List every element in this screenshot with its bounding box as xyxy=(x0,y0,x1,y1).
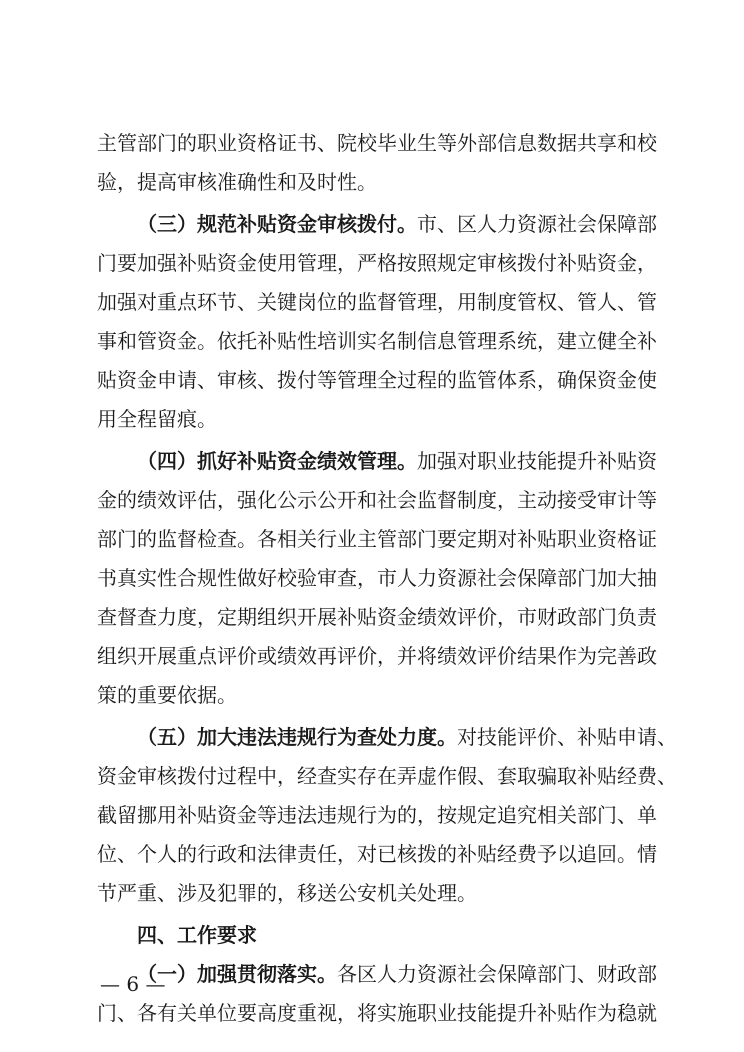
body-line: 组织开展重点评价或绩效再评价，并将绩效评价结果作为完善政 xyxy=(97,644,657,668)
document-body xyxy=(97,124,677,1033)
body-line: 查督查力度，定期组织开展补贴资金绩效评价，市财政部门负责 xyxy=(97,605,657,629)
body-line: 加强对重点环节、关键岗位的监督管理，用制度管权、管人、管 xyxy=(97,290,657,314)
body-line: 资金审核拨付过程中，经查实存在弄虚作假、套取骗取补贴经费、 xyxy=(97,764,677,788)
body-line: 金的绩效评估，强化公示公开和社会监督制度，主动接受审计等 xyxy=(97,488,657,512)
paragraph-first-line xyxy=(97,442,657,481)
paragraph-heading: （一）加强贯彻落实。 xyxy=(137,962,337,986)
paragraph-first-line xyxy=(97,955,657,994)
paragraph-heading: （五）加大违法违规行为查处力度。 xyxy=(137,725,457,749)
paragraph-text: 加强对职业技能提升补贴资 xyxy=(417,449,657,473)
body-line: 用全程留痕。 xyxy=(97,407,217,431)
paragraph-first-line xyxy=(97,718,677,757)
body-line: 门、各有关单位要高度重视，将实施职业技能提升补贴作为稳就 xyxy=(97,1001,657,1025)
paragraph-first-line xyxy=(97,205,657,244)
body-line: 书真实性合规性做好校验审查，市人力资源社会保障部门加大抽 xyxy=(97,566,657,590)
body-line: 主管部门的职业资格证书、院校毕业生等外部信息数据共享和校 xyxy=(97,131,657,155)
body-line: 验，提高审核准确性和及时性。 xyxy=(97,170,377,194)
section-heading: 四、工作要求 xyxy=(137,923,257,947)
paragraph-text: 各区人力资源社会保障部门、财政部 xyxy=(337,962,657,986)
paragraph-heading: （三）规范补贴资金审核拨付。 xyxy=(137,212,417,236)
body-line: 位、个人的行政和法律责任，对已核拨的补贴经费予以追回。情 xyxy=(97,842,657,866)
paragraph-text: 对技能评价、补贴申请、 xyxy=(457,725,677,749)
body-line: 事和管资金。依托补贴性培训实名制信息管理系统，建立健全补 xyxy=(97,329,657,353)
body-line: 节严重、涉及犯罪的，移送公安机关处理。 xyxy=(97,881,477,905)
body-line: 门要加强补贴资金使用管理，严格按照规定审核拨付补贴资金， xyxy=(97,251,657,275)
paragraph-text: 市、区人力资源社会保障部 xyxy=(417,212,657,236)
page-number: — 6 — xyxy=(100,972,166,996)
body-line: 贴资金申请、审核、拨付等管理全过程的监管体系，确保资金使 xyxy=(97,368,657,392)
body-line: 部门的监督检查。各相关行业主管部门要定期对补贴职业资格证 xyxy=(97,527,657,551)
body-line: 截留挪用补贴资金等违法违规行为的，按规定追究相关部门、单 xyxy=(97,803,657,827)
paragraph-heading: （四）抓好补贴资金绩效管理。 xyxy=(137,449,417,473)
body-line: 策的重要依据。 xyxy=(97,683,237,707)
